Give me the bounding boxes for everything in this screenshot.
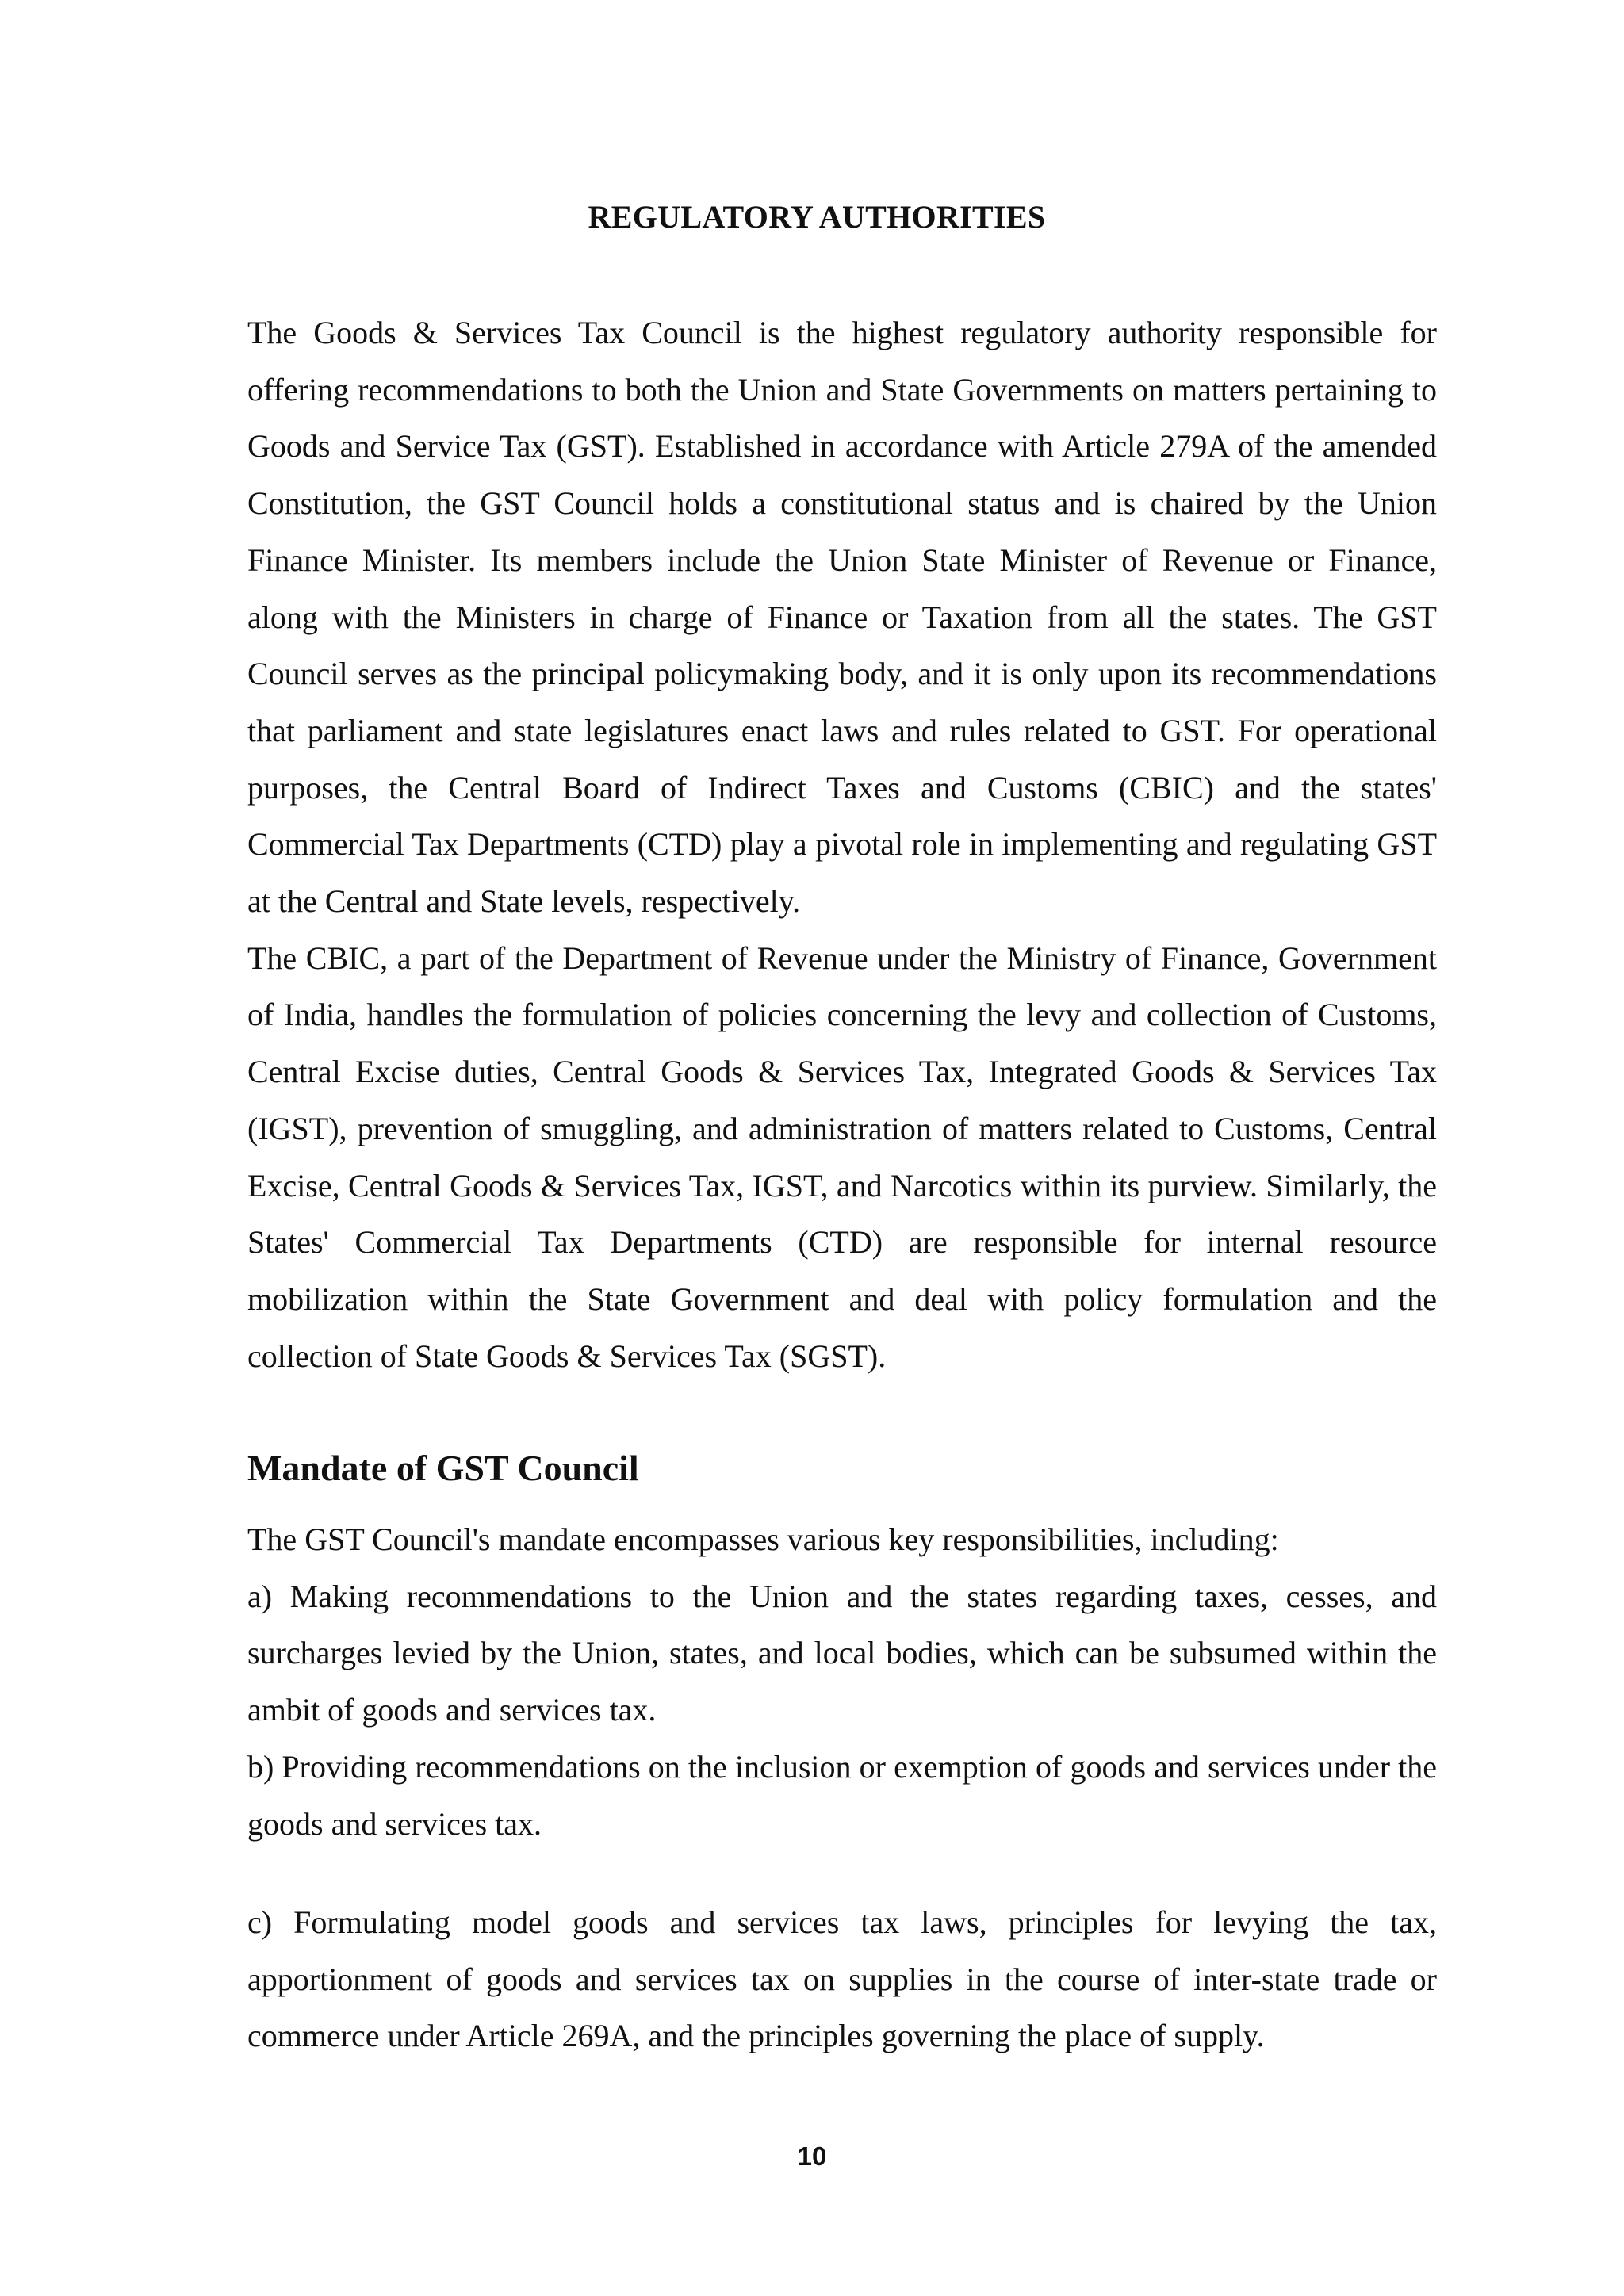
- mandate-item-a: a) Making recommendations to the Union and the states regarding taxes, cesses, and surcharges levied by the Union, states, and local bodies, which can be subsumed within the ambit of goods and services tax.: [247, 1578, 1437, 1728]
- mandate-item-c: c) Formulating model goods and services tax laws, principles for levying the tax, apportionment of goods and services tax on supplies in the course of inter-state trade or commerce under Article 269A, and the principles governing the place of supply.: [247, 1904, 1437, 2054]
- mandate-heading: Mandate of GST Council: [247, 1448, 639, 1488]
- intro-section: [247, 304, 1437, 1384]
- mandate-section: [247, 1511, 1437, 1852]
- mandate-item-c-section: [247, 1894, 1437, 2064]
- intro-paragraph-cbic: The CBIC, a part of the Department of Revenue under the Ministry of Finance, Government of India, handles the formulation of policies concerning the levy and collection of Customs, Central Excise duties, Central Goods & Services Tax, Integrated Goods & Services Tax (IGST), prevention of smuggling, and administration of matters related to Customs, Central Excise, Central Goods & Services Tax, IGST, and Narcotics within its purview. Similarly, the States' Commercial Tax Departments (CTD) are responsible for internal resource mobilization within the State Government and deal with policy formulation and the collection of State Goods & Services Tax (SGST).: [247, 939, 1437, 1374]
- page-number: 10: [797, 2141, 827, 2171]
- intro-paragraph-gst-council: The Goods & Services Tax Council is the highest regulatory authority responsible for offering recommendations to both the Union and State Governments on matters pertaining to Goods and Service Tax (GST). Established in accordance with Article 279A of the amended Constitution, the GST Council holds a constitutional status and is chaired by the Union Finance Minister. Its members include the Union State Minister of Revenue or Finance, along with the Ministers in charge of Finance or Taxation from all the states. The GST Council serves as the principal policymaking body, and it is only upon its recommendations that parliament and state legislatures enact laws and rules related to GST. For operational purposes, the Central Board of Indirect Taxes and Customs (CBIC) and the states' Commercial Tax Departments (CTD) play a pivotal role in implementing and regulating GST at the Central and State levels, respectively.: [247, 315, 1437, 920]
- document-title: REGULATORY AUTHORITIES: [588, 199, 1046, 235]
- mandate-item-b: b) Providing recommendations on the inclusion or exemption of goods and services under the goods and services tax.: [247, 1748, 1437, 1842]
- mandate-intro: The GST Council's mandate encompasses various key responsibilities, including:: [247, 1521, 1279, 1557]
